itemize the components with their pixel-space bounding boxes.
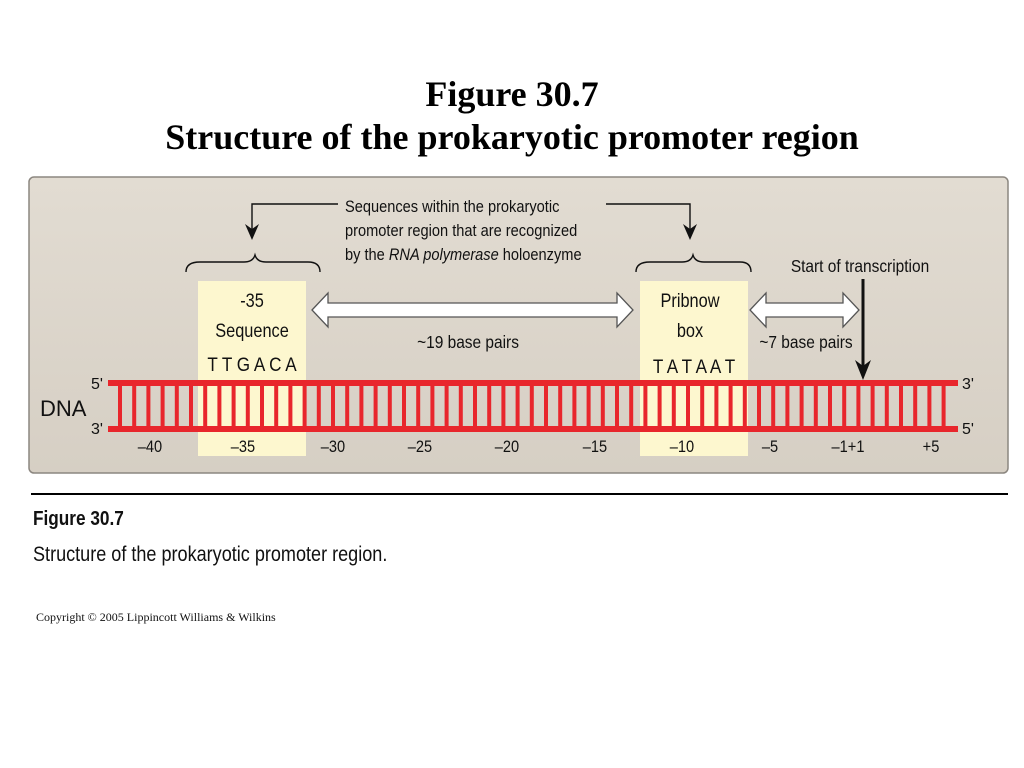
base-pair-rung [544,386,548,426]
copyright-notice: Copyright © 2005 Lippincott Williams & Wilkins [36,610,276,624]
note-line-1: Sequences within the prokaryotic [345,198,560,217]
base-pair-rung [516,386,520,426]
position-tick-label: –15 [582,438,608,457]
slide-title: Figure 30.7 [425,74,599,114]
base-pair-rung [317,386,321,426]
base-pair-rung [430,386,434,426]
base-pair-rung [445,386,449,426]
base-pair-rung [615,386,619,426]
position-tick-label: –5 [761,438,779,457]
base-pair-rung [842,386,846,426]
base-pair-rung [232,386,236,426]
base-pair-rung [686,386,690,426]
base-pair-rung [501,386,505,426]
base-pair-rung [161,386,165,426]
strand-end-bottom-left: 3' [91,421,103,438]
position-tick-label: –10 [669,438,695,457]
base-pair-rung [203,386,207,426]
caption-label: Figure 30.7 [33,508,124,530]
base-pair-rung [118,386,122,426]
base-pair-rung [800,386,804,426]
base-pair-rung [913,386,917,426]
base-pair-rung [629,386,633,426]
top-strand [108,380,958,386]
base-pair-rung [643,386,647,426]
spacer-label-19bp: ~19 base pairs [417,331,519,353]
position-tick-label: –25 [407,438,433,457]
position-tick-label: –30 [320,438,346,457]
base-pair-rung [899,386,903,426]
start-transcription-label: Start of transcription [790,255,930,277]
base-pair-rung [260,386,264,426]
base-pair-rung [771,386,775,426]
note-line-2: promoter region that are recognized [345,222,578,241]
base-pair-rung [374,386,378,426]
caption-divider [31,493,1008,495]
base-pair-rung [558,386,562,426]
position-tick-label: –1+1 [831,438,865,457]
base-pair-rung [729,386,733,426]
caption-text: Structure of the prokaryotic promoter region. [33,543,388,566]
base-pair-rung [388,386,392,426]
position-tick-label: –20 [494,438,520,457]
base-pair-rung [217,386,221,426]
slide-subtitle: Structure of the prokaryotic promoter region [165,117,859,157]
base-pair-rung [303,386,307,426]
spacer-label-7bp: ~7 base pairs [759,331,853,353]
base-pair-rung [871,386,875,426]
base-pair-rung [246,386,250,426]
base-pair-rung [700,386,704,426]
base-pair-rung [402,386,406,426]
base-pair-rung [785,386,789,426]
base-pair-rung [274,386,278,426]
pribnow-box-label: box [676,319,704,342]
base-pair-rung [189,386,193,426]
base-pair-rung [459,386,463,426]
base-pair-rung [331,386,335,426]
position-tick-label: –35 [230,438,256,457]
minus35-label: -35 [240,289,264,312]
base-pair-rung [572,386,576,426]
strand-end-top-right: 3' [962,376,974,393]
base-pair-rung [942,386,946,426]
base-pair-rung [530,386,534,426]
bottom-strand [108,426,958,432]
base-pair-rung [757,386,761,426]
base-pair-rung [856,386,860,426]
pribnow-consensus: T A T A A T [652,356,736,378]
base-pair-rung [487,386,491,426]
base-pair-rung [345,386,349,426]
base-pair-rung [828,386,832,426]
strand-end-top-left: 5' [91,376,103,393]
position-tick-label: +5 [922,438,940,457]
position-tick-label: –40 [137,438,163,457]
base-pair-rung [175,386,179,426]
base-pair-rung [743,386,747,426]
base-pair-rung [359,386,363,426]
base-pair-rung [587,386,591,426]
dna-label: DNA [40,396,87,421]
base-pair-rung [814,386,818,426]
base-pair-rung [601,386,605,426]
minus35-consensus: T T G A C A [207,354,297,376]
base-pair-rung [288,386,292,426]
base-pair-rung [132,386,136,426]
base-pair-rung [473,386,477,426]
strand-end-bottom-right: 5' [962,421,974,438]
base-pair-rung [714,386,718,426]
pribnow-label: Pribnow [660,289,720,312]
base-pair-rung [658,386,662,426]
minus35-sequence-label: Sequence [215,319,289,342]
base-pair-rung [416,386,420,426]
base-pair-rung [927,386,931,426]
base-pair-rung [885,386,889,426]
note-line-3: by the RNA polymerase holoenzyme [345,246,582,265]
base-pair-rung [146,386,150,426]
base-pair-rung [672,386,676,426]
dna-ladder [108,380,958,432]
